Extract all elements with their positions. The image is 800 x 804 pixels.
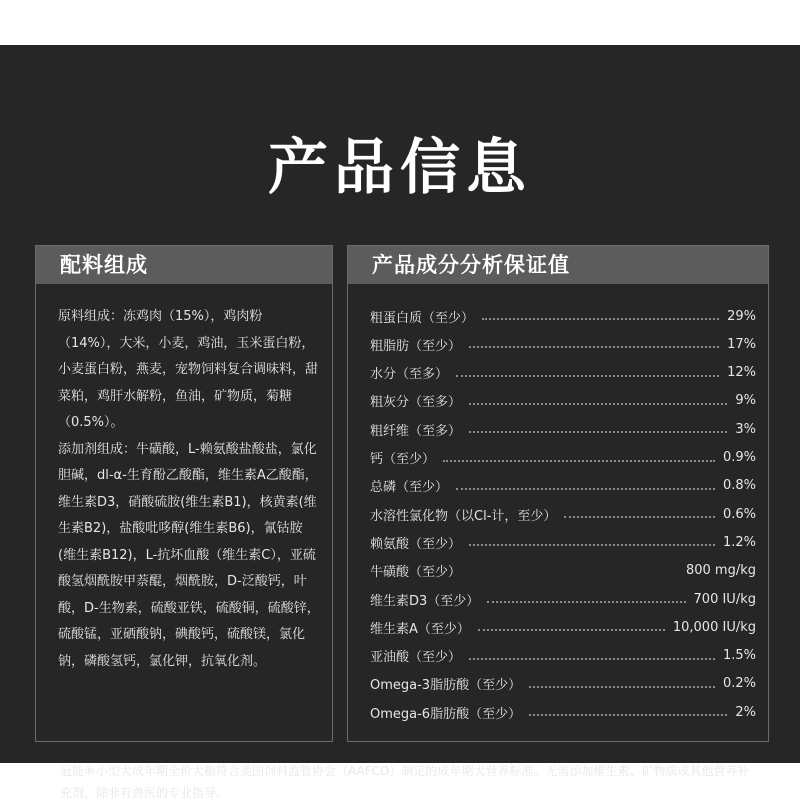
analysis-row <box>370 674 756 694</box>
analysis-row-value: 0.8% <box>722 478 756 494</box>
analysis-header: 产品成分分析保证值 <box>348 246 768 284</box>
analysis-row-name: 赖氨酸（至少） <box>370 536 462 552</box>
analysis-row <box>370 334 756 354</box>
analysis-row-name: Omega-6脂肪酸（至少） <box>370 706 522 722</box>
dotted-leader <box>469 544 715 546</box>
analysis-row-name: 水溶性氯化物（以Cl-计，至少） <box>370 508 557 524</box>
ingredients-text <box>58 304 320 675</box>
analysis-row <box>370 589 756 609</box>
dotted-leader <box>478 629 665 631</box>
analysis-row <box>370 646 756 666</box>
dotted-leader <box>469 658 715 660</box>
analysis-row-value: 9% <box>735 393 756 409</box>
analysis-row <box>370 617 756 637</box>
dotted-leader <box>469 403 727 405</box>
additives-paragraph: 添加剂组成：牛磺酸，L-赖氨酸盐酸盐，氯化胆碱，dl-α-生育酚乙酸酯，维生素A乙酸酯，维生素D3，硝酸硫胺(维生素B1)，核黄素(维生素B2)，盐酸吡哆醇(维生素B6)，氰钴胺(维生素B12)，L-抗坏血酸（维生素C），亚硫酸氢烟酰胺甲萘醌，烟酰胺，D-泛酸钙，叶酸，D-生物素，硫酸亚铁，硫酸铜，硫酸锌，硫酸锰，亚硒酸钠，碘酸钙，硫酸镁，氯化钠，磷酸氢钙，氯化钾，抗氧化剂。 <box>58 441 320 669</box>
analysis-row-name: Omega-3脂肪酸（至少） <box>370 678 522 694</box>
analysis-row <box>370 702 756 722</box>
analysis-row <box>370 448 756 468</box>
dotted-leader <box>456 375 719 377</box>
analysis-row-name: 水分（至多） <box>370 367 449 383</box>
analysis-row-value: 0.6% <box>722 506 756 522</box>
analysis-box <box>347 245 769 742</box>
analysis-row-name: 粗脂肪（至少） <box>370 338 462 354</box>
dotted-leader <box>469 346 719 348</box>
dotted-leader <box>469 431 727 433</box>
analysis-row-name: 维生素D3（至少） <box>370 593 480 609</box>
analysis-row-name: 维生素A（至少） <box>370 621 470 637</box>
analysis-row-value: 0.2% <box>722 676 756 692</box>
dotted-leader <box>456 488 715 490</box>
analysis-row <box>370 419 756 439</box>
page-title: 产品信息 <box>268 133 532 203</box>
footnote: 冠能®小型犬成年期全价犬粮符合美国饲料监管协会（AAFCO）制定的成年期犬营养标准。无需添加维生素、矿物质或其他营养补充剂，除非有兽医的专业指导。 <box>60 764 750 800</box>
dotted-leader <box>487 601 685 603</box>
analysis-row <box>370 504 756 524</box>
analysis-row-value: 1.2% <box>722 534 756 550</box>
analysis-row <box>370 561 756 581</box>
analysis-row-value: 3% <box>735 421 756 437</box>
analysis-row-name: 粗纤维（至多） <box>370 423 462 439</box>
analysis-row-value: 1.5% <box>722 648 756 664</box>
analysis-row <box>370 391 756 411</box>
analysis-row-name: 亚油酸（至少） <box>370 650 462 666</box>
analysis-row-value: 29% <box>727 308 756 324</box>
analysis-row-value: 10,000 IU/kg <box>672 619 756 635</box>
analysis-row-value: 12% <box>727 365 756 381</box>
analysis-row-value: 17% <box>727 336 756 352</box>
analysis-row-name: 总磷（至少） <box>370 480 449 496</box>
analysis-row-value: 0.9% <box>722 450 756 465</box>
dotted-leader <box>529 686 715 688</box>
ingredients-box <box>35 245 333 742</box>
analysis-row-name: 钙（至少） <box>370 452 436 467</box>
analysis-row-value: 800 mg/kg <box>685 563 756 579</box>
dotted-leader <box>443 460 715 462</box>
analysis-row <box>370 476 756 496</box>
analysis-row-name: 粗灰分（至多） <box>370 395 462 411</box>
analysis-row-name: 牛磺酸（至少） <box>370 565 462 581</box>
dotted-leader <box>529 714 727 716</box>
ingredients-header: 配料组成 <box>36 246 332 284</box>
analysis-row-name: 粗蛋白质（至少） <box>370 310 475 326</box>
analysis-row-value: 2% <box>735 704 756 720</box>
info-panel <box>0 45 800 800</box>
analysis-row <box>370 532 756 552</box>
dotted-leader <box>482 318 719 320</box>
analysis-row-value: 700 IU/kg <box>693 591 756 607</box>
raw-materials-paragraph: 原料组成：冻鸡肉（15%），鸡肉粉（14%），大米，小麦，鸡油，玉米蛋白粉，小麦蛋白粉，燕麦，宠物饲料复合调味料，甜菜粕，鸡肝水解粉，鱼油，矿物质，菊糖（0.5%）。 <box>58 309 319 430</box>
analysis-row <box>370 306 756 326</box>
analysis-row <box>370 363 756 383</box>
dotted-leader <box>564 516 715 518</box>
